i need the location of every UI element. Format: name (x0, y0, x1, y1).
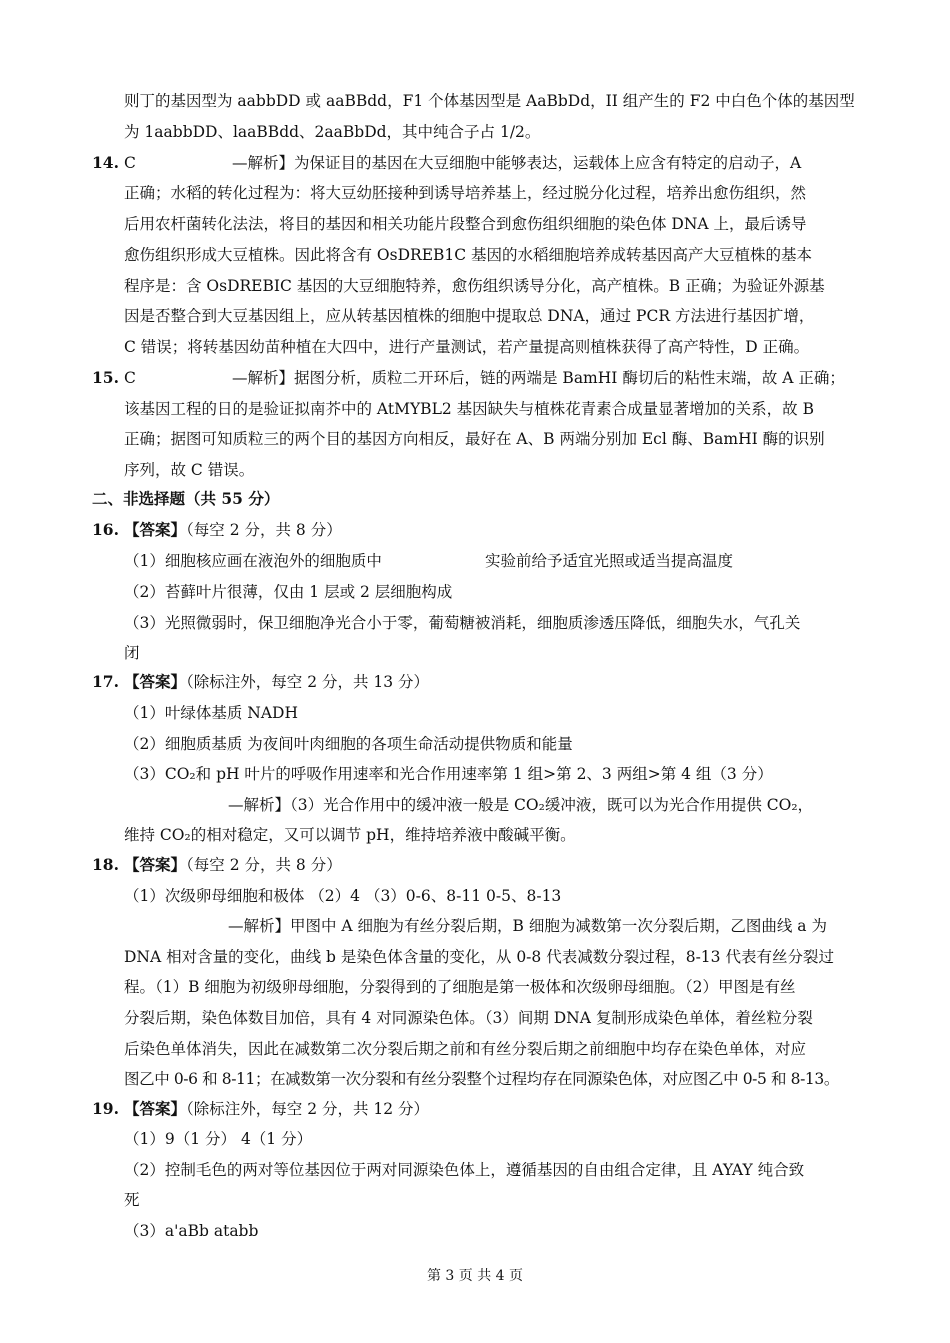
q19-header (124, 1098, 429, 1120)
q14-line-2: 正确；水稻的转化过程为：将大豆幼胚接种到诱导培养基上，经过脱分化过程，培养出愈伤组织，然 (124, 184, 807, 202)
q14-line-5: 程序是：含 OsDREBIC 基因的大豆细胞特养，愈伤组织诱导分化，高产植株。B 正确；为验证外源基 (124, 277, 825, 295)
q17-explanation-2: 维持 CO₂的相对稳定，又可以调节 pH，维持培养液中酸碱平衡。 (124, 826, 576, 844)
q18-header (124, 854, 342, 876)
q16-answer-2: （2）苔藓叶片很薄，仅由 1 层或 2 层细胞构成 (124, 583, 453, 601)
q18-explanation-2: DNA 相对含量的变化，曲线 b 是染色体含量的变化，从 0-8 代表减数分裂过程，8-13 代表有丝分裂过 (124, 948, 834, 966)
q15-line-2: 该基因工程的日的是验证拟南芥中的 AtMYBL2 基因缺失与植株花青素合成量显著增加的关系，故 B (124, 400, 814, 418)
q18-score-note: （每空 2 分，共 8 分） (186, 856, 342, 874)
q14-line-1: —解析】为保证目的基因在大豆细胞中能够表达，运载体上应含有特定的启动子，A (232, 154, 802, 172)
q16-answer-3-cont: 闭 (124, 644, 140, 662)
q15-number: 15. (92, 368, 119, 387)
q16-answer-label: 【答案】 (124, 520, 187, 539)
q19-answer-1: （1）9（1 分） 4（1 分） (124, 1130, 313, 1148)
q19-answer-2: （2）控制毛色的两对等位基因位于两对同源染色体上，遵循基因的自由组合定律，且 AYAY 纯合致 (124, 1161, 805, 1179)
q17-answer-1: （1）叶绿体基质 NADH (124, 704, 298, 722)
q16-score-note: （每空 2 分，共 8 分） (186, 521, 342, 539)
q18-explanation-5: 后染色单体消失，因此在减数第二次分裂后期之前和有丝分裂后期之前细胞中均存在染色单体，对应 (124, 1040, 807, 1058)
q15-line-3: 正确；据图可知质粒三的两个目的基因方向相反，最好在 A、B 两端分别加 Ecl 酶、BamHI 酶的识别 (124, 430, 825, 448)
q17-answer-3: （3）CO₂和 pH 叶片的呼吸作用速率和光合作用速率第 1 组>第 2、3 两组>第 4 组（3 分） (124, 765, 773, 783)
q17-answer-2: （2）细胞质基质 为夜间叶肉细胞的各项生命活动提供物质和能量 (124, 735, 573, 753)
q15-line-4: 序列，故 C 错误。 (124, 461, 255, 479)
q14-line-4: 愈伤组织形成大豆植株。因此将含有 OsDREB1C 基因的水稻细胞培养成转基因高产大豆植株的基本 (124, 246, 813, 264)
q19-answer-3: （3）a'aBb atabb (124, 1222, 259, 1240)
q14-line-6: 因是否整合到大豆基因组上，应从转基因植株的细胞中提取总 DNA，通过 PCR 方法进行基因扩增， (124, 307, 815, 325)
q14-number: 14. (92, 153, 119, 172)
q16-answer-3: （3）光照微弱时，保卫细胞净光合小于零，葡萄糖被消耗，细胞质渗透压降低，细胞失水，气孔关 (124, 614, 801, 632)
q17-answer-label: 【答案】 (124, 672, 187, 691)
page-footer: 第 3 页 共 4 页 (426, 1268, 524, 1284)
q18-explanation-3: 程。（1）B 细胞为初级卵母细胞，分裂得到的了细胞是第一极体和次级卵母细胞。（2）甲图是有丝 (124, 978, 796, 996)
q17-explanation-1: —解析】（3）光合作用中的缓冲液一般是 CO₂缓冲液，既可以为光合作用提供 CO₂， (228, 796, 814, 814)
q18-explanation-1: —解析】甲图中 A 细胞为有丝分裂后期，B 细胞为减数第一次分裂后期，乙图曲线 a 为 (228, 917, 827, 935)
q19-answer-2-cont: 死 (124, 1191, 140, 1209)
q15-line-1: —解析】据图分析，质粒二开环后，链的两端是 BamHI 酶切后的粘性末端，故 A 正确； (232, 369, 845, 387)
q14-line-3: 后用农杆菌转化法法，将目的基因和相关功能片段整合到愈伤组织细胞的染色体 DNA 上，最后诱导 (124, 215, 807, 233)
section-heading: 二、非选择题（共 55 分） (92, 489, 280, 508)
top-line-1: 则丁的基因型为 aabbDD 或 aaBBdd，F1 个体基因型是 AaBbDd，II 组产生的 F2 中白色个体的基因型 (124, 92, 855, 110)
q14-line-7: C 错误；将转基因幼苗种植在大四中，进行产量测试，若产量提高则植株获得了高产特性，D 正确。 (124, 338, 810, 356)
q16-answer-1b: 实验前给予适宜光照或适当提高温度 (485, 552, 734, 570)
q19-answer-label: 【答案】 (124, 1099, 187, 1118)
top-line-2: 为 1aabbDD、laaBBdd、2aaBbDd，其中纯合子占 1/2。 (124, 123, 541, 141)
q18-explanation-4: 分裂后期，染色体数目加倍，具有 4 对同源染色体。（3）间期 DNA 复制形成染色单体，着丝粒分裂 (124, 1009, 813, 1027)
q16-header (124, 519, 342, 541)
q14-answer: C (124, 154, 136, 172)
q16-number: 16. (92, 520, 119, 539)
q17-score-note: （除标注外，每空 2 分，共 13 分） (186, 673, 430, 691)
q19-score-note: （除标注外，每空 2 分，共 12 分） (186, 1100, 430, 1118)
q16-answer-1a: （1）细胞核应画在液泡外的细胞质中 (124, 552, 382, 570)
q18-answer-1: （1）次级卵母细胞和极体 （2）4 （3）0-6、8-11 0-5、8-13 (124, 887, 562, 905)
q18-number: 18. (92, 855, 119, 874)
q18-answer-label: 【答案】 (124, 855, 187, 874)
q19-number: 19. (92, 1099, 119, 1118)
q17-header (124, 671, 429, 693)
q17-number: 17. (92, 672, 119, 691)
q15-answer: C (124, 369, 136, 387)
q18-explanation-6: 图乙中 0-6 和 8-11；在减数第一次分裂和有丝分裂整个过程均存在同源染色体，对应图乙中 0-5 和 8-13。 (124, 1070, 839, 1088)
